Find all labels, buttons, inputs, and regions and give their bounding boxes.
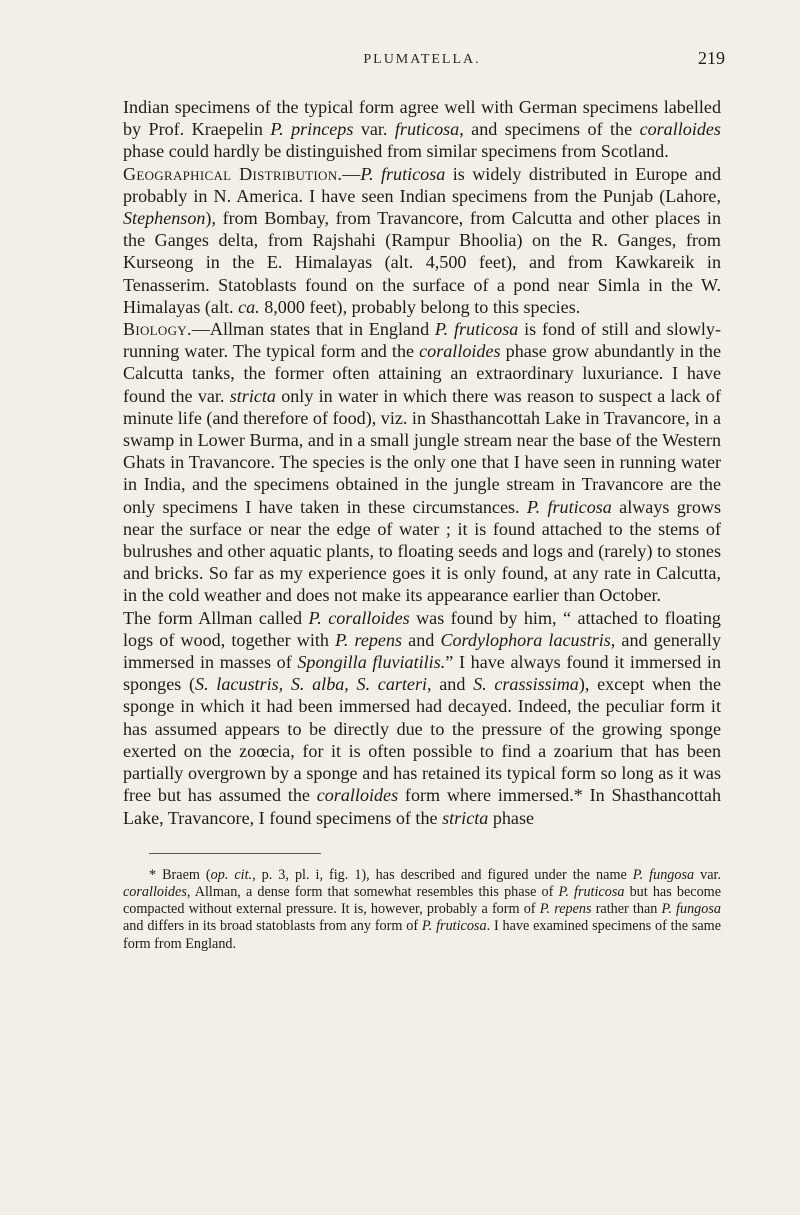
italic-text: P. coralloides xyxy=(308,607,410,628)
italic-text: S. crassissima xyxy=(473,674,579,695)
text-run: and xyxy=(431,674,474,695)
section-heading: Biology. xyxy=(123,319,192,340)
text-run: The form Allman called xyxy=(123,607,309,628)
main-text xyxy=(123,96,721,829)
text-run: Indian specimens of the typical form agree well with German specimens labelled by Prof. Kraepelin xyxy=(123,97,721,140)
text-run: , and specimens of the xyxy=(459,119,640,140)
text-run: , and generally immersed in masses of xyxy=(123,629,721,673)
italic-text: P. repens xyxy=(539,901,592,918)
italic-text: coralloides xyxy=(123,883,187,900)
italic-text: P. fruticosa xyxy=(360,163,446,184)
footnote-rule xyxy=(149,853,321,854)
book-page xyxy=(123,40,725,953)
text-run: only in water in which there was reason to suspect a lack of minute life (and therefore of food), viz. in Shasthancottah Lake in Travancore, in a swamp in Lower Burma, and in a small jungle stream near the base of the Western Ghats in Travancore. The species is the only one that I have seen in running water in India, and the specimens obtained in the jungle stream in Travancore are the only specimens I have taken in these circumstances. xyxy=(123,385,721,517)
footnote-text xyxy=(123,867,721,953)
text-run: ), from Bombay, from Travancore, from Calcutta and other places in the Ganges delta, from Rajshahi (Rampur Bhoolia) on the R. Ganges, from Kurseong in the E. Himalayas (alt. 4,500 feet), and from Kawkareik in Tenasserim. Statoblasts found on the surface of a pond near Simla in the W. Himalayas (alt. xyxy=(123,208,721,317)
italic-text: stricta xyxy=(442,807,489,828)
italic-text: coralloides xyxy=(639,119,721,140)
italic-text: P. fruticosa xyxy=(526,496,612,517)
italic-text: op. cit. xyxy=(210,866,253,883)
italic-text: fruticosa xyxy=(394,119,460,140)
text-run: is widely distributed in Europe and probably in N. America. I have seen Indian specimens from the Punjab (Lahore, xyxy=(123,163,721,206)
paragraph-coralloides-form xyxy=(123,607,721,829)
italic-text: P. repens xyxy=(335,629,403,650)
italic-text: Spongilla fluviatilis. xyxy=(297,652,446,673)
italic-text: S. lacustris, S. alba, S. carteri, xyxy=(195,674,432,695)
text-run: var. xyxy=(353,119,395,140)
page-header xyxy=(123,40,725,68)
italic-text: P. fruticosa xyxy=(421,918,487,935)
text-run: , p. 3, pl. i, fig. 1), has described and figured under the name xyxy=(252,866,633,883)
section-heading: Geographical Distribution. xyxy=(123,163,343,184)
italic-text: P. fungosa xyxy=(661,901,721,918)
text-run: phase xyxy=(488,807,535,828)
italic-text: P. princeps xyxy=(270,119,354,140)
text-run: ), except when the sponge in which it had been immersed had decayed. Indeed, the peculiar form it has assumed appears to be directly due to the pressure of the growing sponge exerted on the zoœcia, for it is often possible to find a zoarium that has been partially overgrown by a sponge and has retained its typical form so long as it was free but has assumed the xyxy=(123,674,721,806)
italic-text: P. fruticosa xyxy=(434,319,519,340)
text-run: , Allman, a dense form that somewhat resembles this phase of xyxy=(186,883,559,900)
paragraph-geographical-distribution xyxy=(123,163,721,318)
running-head: PLUMATELLA. xyxy=(363,52,481,67)
paragraph-specimens xyxy=(123,96,721,163)
italic-text: coralloides xyxy=(316,785,399,806)
italic-text: P. fungosa xyxy=(632,866,695,883)
text-run: * Braem ( xyxy=(149,866,211,883)
italic-text: P. fruticosa xyxy=(558,883,625,900)
italic-text: stricta xyxy=(229,385,276,406)
italic-text: Stephenson xyxy=(123,208,206,229)
paragraph-biology xyxy=(123,318,721,607)
text-run: . I have examined specimens of the same form from England. xyxy=(123,918,721,952)
text-run: — xyxy=(342,163,361,184)
page-number: 219 xyxy=(698,48,725,68)
text-run: phase could hardly be distinguished from similar specimens from Scotland. xyxy=(123,141,669,162)
text-run: ” I have always found it immersed in sponges ( xyxy=(123,652,722,695)
italic-text: ca. xyxy=(238,296,260,317)
text-run: —Allman states that in England xyxy=(191,319,435,340)
italic-text: coralloides xyxy=(419,341,501,362)
text-run: rather than xyxy=(591,901,662,918)
text-run: 8,000 feet), probably belong to this species. xyxy=(259,296,581,317)
footnote xyxy=(123,867,721,953)
text-run: always grows near the surface or near the edge of water ; it is found attached to the stems of bulrushes and other aquatic plants, to floating seeds and logs and (rarely) to stones and bricks. So far as my experience goes it is only found, at any rate in Calcutta, in the cold weather and does not make its appearance earlier than October. xyxy=(123,496,721,606)
text-run: is fond of still and slowly-running water. The typical form and the xyxy=(123,319,721,362)
text-run: var. xyxy=(694,866,721,883)
text-run: form where immersed.* In Shasthancottah Lake, Travancore, I found specimens of the xyxy=(123,785,721,828)
text-run: was found by him, “ attached to floating logs of wood, together with xyxy=(123,607,721,650)
italic-text: Cordylophora lacustris xyxy=(440,629,611,650)
text-run: but has become compacted without external pressure. It is, however, probably a form of xyxy=(123,883,721,918)
text-run: and xyxy=(402,629,441,650)
text-run: and differs in its broad statoblasts from any form of xyxy=(123,918,422,935)
text-run: phase grow abundantly in the Calcutta tanks, the former often attaining an extraordinary luxuriance. I have found the var. xyxy=(123,341,721,406)
